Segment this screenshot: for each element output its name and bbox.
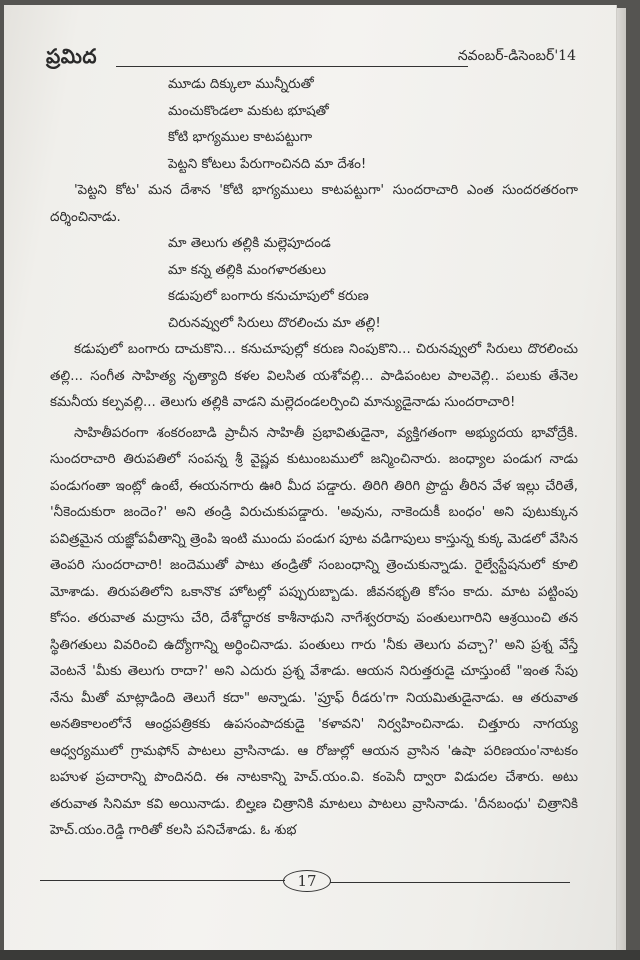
- poem-line: మా కన్న తల్లికి మంగళారతులు: [168, 262, 327, 278]
- paragraph: 'పెట్టని కోట' మన దేశాన 'కోటి భాగ్యములు కాటపట్టుగా' సుందరాచారి ఎంత సుందరతరంగా దర్శించినాడు.: [50, 183, 578, 225]
- issue-date: నవంబర్-డిసెంబర్'14: [457, 48, 576, 64]
- paragraph: కడుపులో బంగారు దాచుకొని... కనుచూపుల్లో కరుణ నింపుకొని... చిరునవ్వులో సిరులు దొరలించు తల్లి... సంగీత సాహిత్య నృత్యాది కళల విలసిత యశోవల్లి... పాడిపంటల పాలవెల్లి.. పలుకు తేనెల కమనీయ కల్పవల్లి... తెలుగు తల్లికి వాడని మల్లెదండలర్పించి మాన్యుడైనాడు సుందరాచారి!: [50, 342, 578, 410]
- page-number: 17: [283, 870, 331, 892]
- poem-line: కోటి భాగ్యముల కాటపట్టుగా: [168, 130, 313, 145]
- page-edge: [616, 8, 626, 953]
- page-header: [46, 44, 576, 74]
- poem-stanza-2: [168, 231, 578, 337]
- paragraph: సాహితీపరంగా శంకరంబాడి ప్రాచీన సాహితీ ప్రభావితుడైనా, వ్యక్తిగతంగా అభ్యుదయ భావోద్రేకి. సుందరాచారి తిరుపతిలో సంపన్న శ్రీ వైష్ణవ కుటుంబములో జన్మించినారు. జంధ్యాల పండుగ నాడు పండుగంతా ఇంట్లో ఉంటే, ఈయనగారు ఊరి మీద పడ్డారు. తిరిగి తిరిగి ప్రొద్దు తీరిన వేళ ఇల్లు చేరితే, 'నీకెందుకురా జందెం?' అని తండ్రి విరుచుకుపడ్డారు. 'అవును, నాకెందుకీ బంధం' అని పుటుక్కున పవిత్రమైన యజ్ఞోపవీతాన్ని త్రెంపి ఇంటి ముందు పండుగ పూట వడిగాపులు కాస్తున్న కుక్క మెడలో వేసిన తెంపరి సుందరాచారి! జందెముతో పాటు తండ్రితో సంబంధాన్ని త్రెంచుకున్నాడు. రైల్వేస్టేషనులో కూలి మోశాడు. తిరుపతిలోని ఒకానొక హోటల్లో పప్పురుబ్బాడు. జీవనభృతి కోసం కాదు. మాట పట్టింపు కోసం. తరువాత మద్రాసు చేరి, దేశోద్ధారక కాశీనాథుని నాగేశ్వరరావు పంతులుగారిని ఆశ్రయించి తన స్థితిగతులు వివరించి ఉద్యోగాన్ని అర్థించినాడు. పంతులు గారు 'నీకు తెలుగు వచ్చా?' అని ప్రశ్న వేస్తే వెంటనే 'మీకు తెలుగు రాదా?' అని ఎదురు ప్రశ్న వేశాడు. ఆయన నిరుత్తరుడై చూస్తుంటే "ఇంత సేపు నేను మీతో మాట్లాడింది తెలుగే కదా" అన్నాడు. 'ప్రూఫ్ రీడరు'గా నియమితుడైనాడు. ఆ తరువాత అనతికాలంలోనే ఆంధ్రపత్రికకు ఉపసంపాదకుడై 'కళావని' నిర్వహించినాడు. చిత్తూరు నాగయ్య ఆధ్వర్యములో గ్రామఫోన్ పాటలు వ్రాసినాడు. ఆ రోజుల్లో ఆయన వ్రాసిన 'ఉషా పరిణయం'నాటకం బహుళ ప్రచారాన్ని పొందినది. ఈ నాటకాన్ని హెచ్.యం.వి. కంపెనీ ద్వారా విడుదల చేశారు. అటు తరువాత సినిమా కవి అయినాడు. బిల్హణ చిత్రానికి మాటలు పాటలు వ్రాసినాడు. 'దీనబంధు' చిత్రానికి హెచ్.యం.రెడ్డి గారితో కలసి పనిచేశాడు. ఓ శుభ: [50, 425, 578, 838]
- magazine-title: ప్రమిద: [46, 44, 97, 68]
- poem-line: మా తెలుగు తల్లికి మల్లెపూదండ: [168, 236, 331, 251]
- footer-rule-left: [40, 880, 285, 881]
- poem-line: కడుపులో బంగారు కనుచూపులో కరుణ: [168, 289, 369, 304]
- page-footer: [40, 868, 570, 892]
- poem-line: మంచుకొండలా మకుట భూషతో: [168, 103, 329, 119]
- poem-line: మూడు దిక్కులా మున్నీరుతో: [168, 77, 314, 92]
- header-rule: [116, 66, 468, 67]
- poem-line: పెట్టని కోటలు పేరుగాంచినది మా దేశం!: [168, 156, 367, 172]
- footer-rule-right: [330, 882, 570, 883]
- poem-stanza-1: [168, 72, 578, 178]
- article-body: [50, 72, 578, 845]
- scan-bottom-edge: [0, 950, 640, 960]
- poem-line: చిరునవ్వులో సిరులు దొరలించు మా తల్లి!: [168, 315, 381, 331]
